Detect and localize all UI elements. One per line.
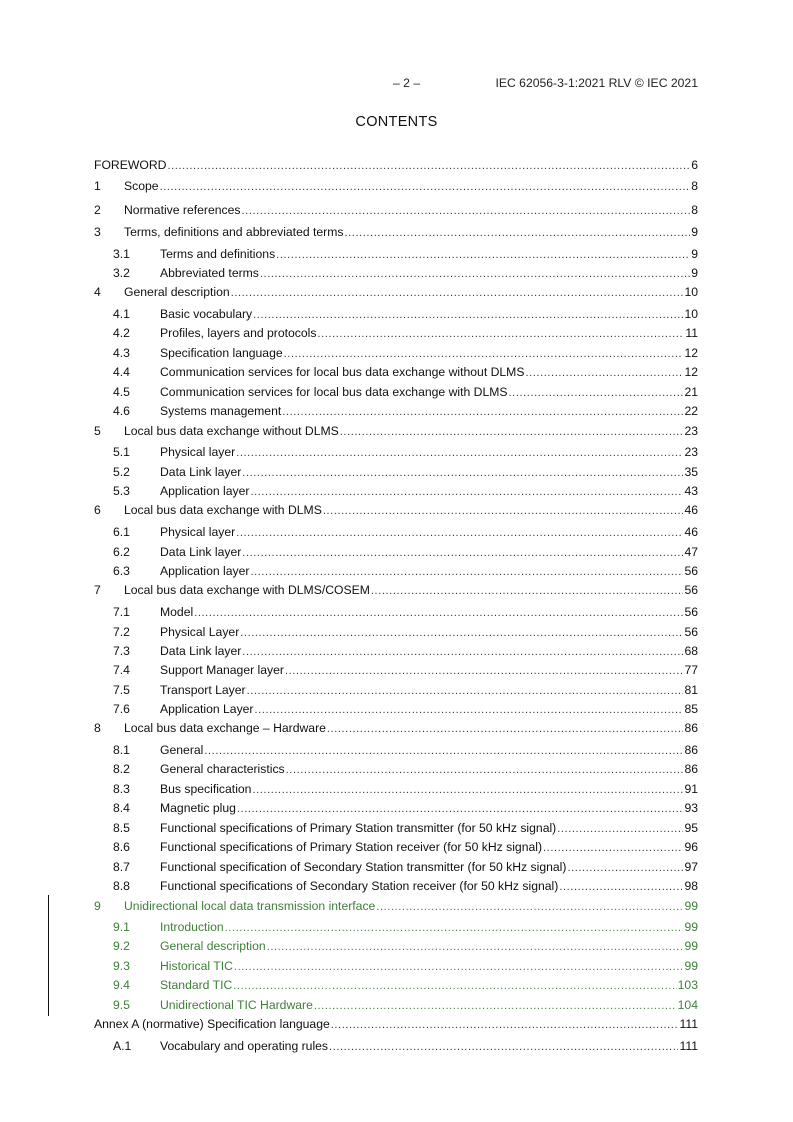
toc-entry-number: 9 [94,899,101,913]
toc-entry-number: 4.1 [113,307,130,321]
toc-entry[interactable] [94,643,698,659]
leader-dots [267,939,684,955]
toc-entry-title: Terms, definitions and abbreviated terms [124,225,344,239]
toc-entry-title: Application layer [160,484,250,498]
toc-entry-title: Data Link layer [160,465,242,479]
leader-dots [331,1017,679,1033]
leader-dots [543,840,683,856]
toc-entry-page: 99 [684,920,698,934]
toc-entry[interactable] [94,938,698,954]
toc-entry-title: Functional specifications of Primary Station transmitter (for 50 kHz signal) [160,821,557,835]
toc-entry-number: 9.3 [113,959,130,973]
leader-dots [317,326,684,342]
toc-entry-number: 7.3 [113,644,130,658]
leader-dots [329,1039,678,1055]
toc-entry-page: 56 [684,625,698,639]
toc-entry-number: 1 [94,179,101,193]
toc-entry[interactable] [94,820,698,836]
page-header [94,76,698,92]
toc-entry[interactable] [94,682,698,698]
toc-entry-number: 8.5 [113,821,130,835]
toc-entry-title: Abbreviated terms [160,266,259,280]
toc-entry-title: Profiles, layers and protocols [160,326,317,340]
toc-entry-title: Standard TIC [160,978,233,992]
change-bar [48,895,49,1016]
toc-entry-title: Physical layer [160,445,236,459]
leader-dots [250,564,683,580]
toc-entry[interactable] [94,604,698,620]
leader-dots [247,683,684,699]
toc-entry[interactable] [94,524,698,540]
toc-entry-page: 9 [691,247,698,261]
toc-entry[interactable] [94,265,698,281]
toc-entry-page: 95 [684,821,698,835]
toc-entry-title: Scope [124,179,159,193]
toc-entry-page: 86 [684,762,698,776]
toc-entry-title: General description [160,939,266,953]
leader-dots [231,285,684,301]
toc-entry[interactable] [94,800,698,816]
toc-entry-number: 2 [94,203,101,217]
leader-dots [559,879,683,895]
toc-entry-page: 47 [684,545,698,559]
toc-entry-title: Communication services for local bus data exchange with DLMS [160,385,508,399]
toc-entry-number: 7.6 [113,702,130,716]
leader-dots [240,625,683,641]
toc-entry-title: Terms and definitions [160,247,276,261]
leader-dots [250,484,683,500]
toc-entry-title: Unidirectional local data transmission interface [124,899,376,913]
toc-entry-number: 5 [94,424,101,438]
leader-dots [285,663,683,679]
toc-entry-number: 5.2 [113,465,130,479]
leader-dots [286,762,684,778]
toc-entry-number: 4 [94,285,101,299]
leader-dots [194,605,683,621]
leader-dots [314,998,677,1014]
toc-entry-number: 9.1 [113,920,130,934]
leader-dots [376,899,683,915]
toc-entry-number: 7 [94,583,101,597]
toc-entry[interactable] [94,364,698,380]
toc-entry-page: 96 [684,840,698,854]
toc-entry-title: Specification language [160,346,283,360]
toc-entry-title: Application Layer [160,702,254,716]
leader-dots [242,545,683,561]
toc-entry-title: Introduction [160,920,224,934]
toc-entry-title: General characteristics [160,762,285,776]
toc-entry-page: 91 [684,782,698,796]
toc-entry-number: 4.2 [113,326,130,340]
toc-entry[interactable] [94,284,698,300]
toc-entry-number: 8.7 [113,860,130,874]
toc-entry-page: 97 [684,860,698,874]
toc-entry-title: Local bus data exchange without DLMS [124,424,339,438]
toc-entry-title: Functional specifications of Secondary Station receiver (for 50 kHz signal) [160,879,559,893]
leader-dots [509,385,684,401]
toc-entry[interactable] [94,325,698,341]
toc-entry[interactable] [94,1038,698,1054]
toc-entry[interactable] [94,624,698,640]
toc-entry[interactable] [94,246,698,262]
toc-entry-title: Communication services for local bus data exchange without DLMS [160,365,525,379]
toc-entry-page: 12 [684,346,698,360]
toc-entry-page: 86 [684,721,698,735]
toc-entry-page: 10 [684,307,698,321]
toc-entry-title: Historical TIC [160,959,233,973]
toc-entry[interactable] [94,742,698,758]
leader-dots [260,266,690,282]
leader-dots [237,801,684,817]
toc-entry-page: 23 [684,424,698,438]
toc-entry-number: 9.5 [113,998,130,1012]
toc-entry[interactable] [94,345,698,361]
leader-dots [236,525,683,541]
toc-entry-title: Physical layer [160,525,236,539]
leader-dots [282,404,683,420]
toc-entry-page: 35 [684,465,698,479]
leader-dots [340,424,684,440]
toc-entry[interactable] [94,582,698,598]
toc-entry-title: Local bus data exchange – Hardware [124,721,326,735]
toc-entry-title: Bus specification [160,782,252,796]
leader-dots [255,702,684,718]
toc-entry-page: 81 [684,683,698,697]
leader-dots [234,959,684,975]
toc-entry-page: 22 [684,404,698,418]
toc-entry-page: 56 [684,605,698,619]
toc-entry-number: 4.3 [113,346,130,360]
toc-entry[interactable] [94,898,698,914]
page-number: – 2 – [393,76,421,90]
toc-entry-number: 8.2 [113,762,130,776]
toc-entry-title: Local bus data exchange with DLMS/COSEM [124,583,370,597]
toc-entry-number: 8.1 [113,743,130,757]
leader-dots [525,365,683,381]
toc-entry-title: Data Link layer [160,644,242,658]
toc-entry-page: 43 [684,484,698,498]
toc-entry-page: 103 [677,978,698,992]
toc-entry[interactable] [94,662,698,678]
toc-entry[interactable] [94,202,698,218]
toc-entry[interactable] [94,563,698,579]
toc-entry-page: 21 [684,385,698,399]
leader-dots [344,225,690,241]
toc-entry[interactable] [94,919,698,935]
toc-entry[interactable] [94,720,698,736]
toc-entry-page: 8 [691,203,698,217]
toc-entry-page: 99 [684,939,698,953]
toc-entry-number: 4.4 [113,365,130,379]
toc-entry-title: General [160,743,204,757]
toc-entry-title: Data Link layer [160,545,242,559]
toc-entry[interactable] [94,483,698,499]
toc-entry-number: 3.1 [113,247,130,261]
toc-entry[interactable] [94,997,698,1013]
toc-entry[interactable] [94,224,698,240]
leader-dots [327,721,684,737]
toc-entry-page: 23 [684,445,698,459]
toc-entry-number: 8.8 [113,879,130,893]
toc-entry-title: Basic vocabulary [160,307,253,321]
toc-entry[interactable] [94,761,698,777]
toc-entry-title: Magnetic plug [160,801,236,815]
toc-entry[interactable] [94,859,698,875]
toc-entry-number: 8.4 [113,801,130,815]
toc-entry-number: 4.5 [113,385,130,399]
toc-entry[interactable] [94,878,698,894]
toc-entry-title: Local bus data exchange with DLMS [124,503,322,517]
toc-entry-title: Application layer [160,564,250,578]
leader-dots [225,920,684,936]
leader-dots [371,583,684,599]
toc-entry-page: 86 [684,743,698,757]
leader-dots [167,158,690,174]
leader-dots [252,782,683,798]
toc-entry-page: 8 [691,179,698,193]
toc-entry-number: 6.1 [113,525,130,539]
toc-entry-title: Annex A (normative) Specification language [94,1017,330,1031]
leader-dots [567,860,683,876]
toc-entry[interactable] [94,306,698,322]
leader-dots [276,247,690,263]
toc-entry-number: 3 [94,225,101,239]
toc-entry-page: 98 [684,879,698,893]
leader-dots [253,307,683,323]
toc-entry-title: Systems management [160,404,282,418]
toc-entry-number: 8.3 [113,782,130,796]
toc-entry-page: 56 [684,564,698,578]
toc-entry-number: 6.2 [113,545,130,559]
toc-entry[interactable] [94,839,698,855]
toc-entry-number: 9.4 [113,978,130,992]
toc-entry[interactable] [94,502,698,518]
toc-entry-page: 9 [691,266,698,280]
toc-entry[interactable] [94,423,698,439]
toc-entry[interactable] [94,544,698,560]
toc-entry-number: 7.5 [113,683,130,697]
leader-dots [160,179,691,195]
toc-entry-page: 9 [691,225,698,239]
toc-entry-page: 11 [685,326,698,340]
toc-entry-title: Transport Layer [160,683,246,697]
leader-dots [233,978,676,994]
toc-entry-page: 6 [691,158,698,172]
leader-dots [557,821,683,837]
leader-dots [242,465,683,481]
toc-entry[interactable] [94,178,698,194]
toc-entry[interactable] [94,977,698,993]
toc-entry-number: 9.2 [113,939,130,953]
toc-entry-title: Support Manager layer [160,663,284,677]
toc-entry-title: Functional specifications of Primary Station receiver (for 50 kHz signal) [160,840,543,854]
toc-entry-title: Normative references [124,203,241,217]
toc-entry-page: 104 [677,998,698,1012]
toc-entry[interactable] [94,781,698,797]
toc-entry-number: 8.6 [113,840,130,854]
toc-entry-page: 93 [684,801,698,815]
document-id: IEC 62056-3-1:2021 RLV © IEC 2021 [495,76,698,90]
toc-entry-title: Functional specification of Secondary Station transmitter (for 50 kHz signal) [160,860,567,874]
toc-entry-page: 68 [684,644,698,658]
toc-entry-title: Model [160,605,194,619]
toc-entry-title: General description [124,285,230,299]
toc-entry-page: 10 [684,285,698,299]
leader-dots [236,445,683,461]
toc-title: CONTENTS [355,114,438,130]
leader-dots [242,203,691,219]
toc-entry-title: Physical Layer [160,625,240,639]
toc-entry-number: 6.3 [113,564,130,578]
toc-entry-page: 46 [684,525,698,539]
leader-dots [204,743,683,759]
toc-entry-page: 12 [684,365,698,379]
toc-entry-number: 5.3 [113,484,130,498]
toc-entry-title: Unidirectional TIC Hardware [160,998,313,1012]
toc-entry-page: 111 [679,1039,698,1053]
leader-dots [323,503,684,519]
toc-entry-title: FOREWORD [94,158,167,172]
toc-entry-annex[interactable] [94,1016,698,1032]
leader-dots [284,346,684,362]
toc-entry-page: 99 [684,899,698,913]
toc-entry-page: 85 [684,702,698,716]
toc-entry[interactable] [94,384,698,400]
toc-entry[interactable] [94,464,698,480]
toc-entry-number: 7.1 [113,605,130,619]
toc-entry-page: 46 [684,503,698,517]
toc-entry-number: 7.4 [113,663,130,677]
toc-entry-page: 56 [684,583,698,597]
toc-entry[interactable] [94,444,698,460]
toc-entry-title: Vocabulary and operating rules [160,1039,329,1053]
toc-entry-page: 111 [679,1017,698,1031]
toc-entry-number: 5.1 [113,445,130,459]
toc-entry[interactable] [94,403,698,419]
toc-entry-number: 3.2 [113,266,130,280]
leader-dots [242,644,683,660]
toc-entry-number: 8 [94,721,101,735]
toc-entry-page: 99 [684,959,698,973]
toc-entry[interactable] [94,958,698,974]
toc-entry-foreword[interactable] [94,157,698,173]
toc-entry[interactable] [94,701,698,717]
toc-entry-number: 7.2 [113,625,130,639]
toc-entry-number: A.1 [113,1039,132,1053]
toc-entry-number: 6 [94,503,101,517]
toc-entry-page: 77 [684,663,698,677]
toc-entry-number: 4.6 [113,404,130,418]
